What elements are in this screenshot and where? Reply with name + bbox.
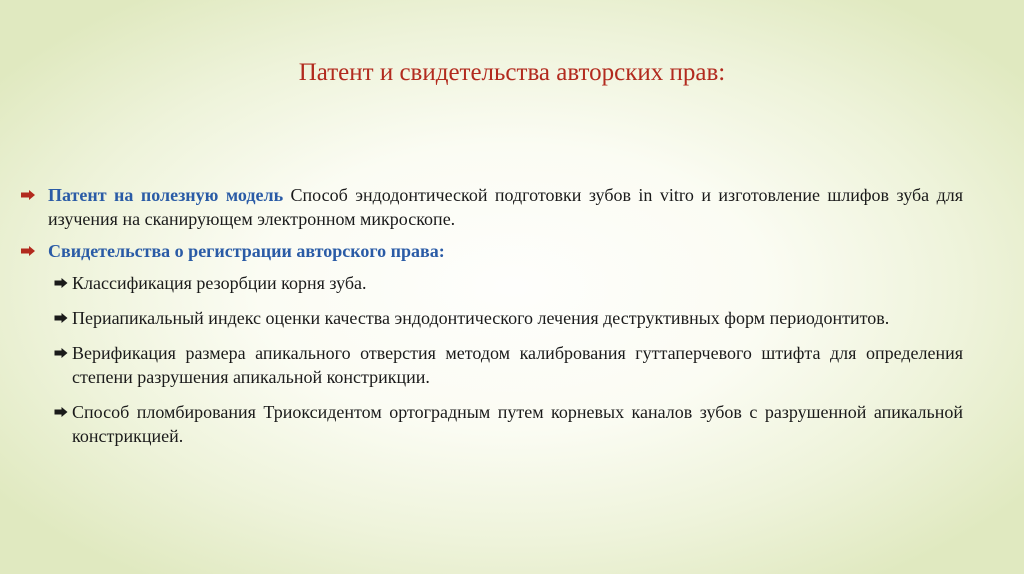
arrow-right-icon — [20, 246, 36, 256]
arrow-right-icon — [54, 313, 68, 323]
sub-list-item — [54, 271, 963, 295]
list-item — [18, 239, 963, 263]
arrow-right-icon — [54, 348, 68, 358]
patent-label: Патент на полезную модель — [48, 185, 284, 205]
sub-item-text: Верификация размера апикального отверстия методом калибрования гуттаперчевого штифта для определения степени разрушения апикальной констрикции. — [72, 343, 963, 387]
sub-item-text: Периапикальный индекс оценки качества эндодонтического лечения деструктивных форм периодонтитов. — [72, 308, 890, 328]
arrow-right-icon — [20, 190, 36, 200]
sub-item-text: Способ пломбирования Триоксидентом ортоградным путем корневых каналов зубов с разрушенной апикальной констрикцией. — [72, 402, 963, 446]
list-item — [18, 183, 963, 231]
slide-content — [18, 183, 963, 459]
sub-list-item — [54, 306, 963, 330]
certificates-label: Свидетельства о регистрации авторского права: — [48, 241, 445, 261]
patent-text: Способ эндодонтической подготовки зубов in vitro и изготовление шлифов зуба для изучения на сканирующем электронном микроскопе. — [48, 185, 963, 229]
sub-item-text: Классификация резорбции корня зуба. — [72, 273, 367, 293]
arrow-right-icon — [54, 278, 68, 288]
arrow-right-icon — [54, 407, 68, 417]
sub-list-item — [54, 400, 963, 448]
sub-list-item — [54, 341, 963, 389]
slide-title: Патент и свидетельства авторских прав: — [298, 59, 726, 86]
